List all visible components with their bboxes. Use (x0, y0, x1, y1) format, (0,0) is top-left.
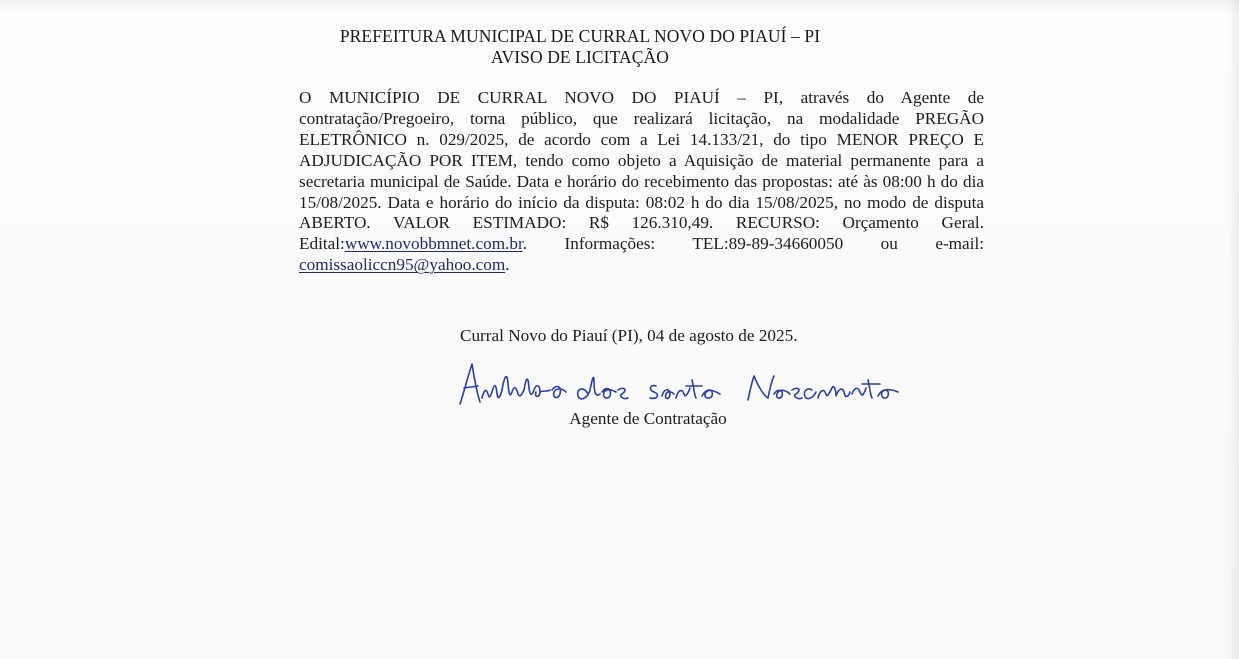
notice-text-contact: . Informações: TEL:89-89-34660050 ou e-mail: (522, 234, 984, 254)
edital-link[interactable]: www.novobbmnet.com.br (344, 234, 523, 254)
notice-text-end: . (505, 255, 510, 275)
signatory-role: Agente de Contratação (569, 409, 727, 428)
notice-text-main: O MUNICÍPIO DE CURRAL NOVO DO PIAUÍ – PI, através do Agente de contratação/Pregoeiro, torna público, que realizará licitação, na modalidade PREGÃO ELETRÔNICO n. 029/2025, de acordo com a Lei 14.133/21, do tipo MENOR PREÇO E ADJUDICAÇÃO POR ITEM, tendo como objeto a Aquisição de material permanente para a secretaria municipal de Saúde. Data e horário do recebimento das propostas: até às 08:00 h do dia 15/08/2025. Data e horário do início da disputa: 08:02 h do dia 15/08/2025, no modo de disputa ABERTO. VALOR ESTIMADO: R$ 126.310,49. RECURSO: Orçamento Geral. Edital: (299, 88, 984, 254)
place-date: Curral Novo do Piauí (PI), 04 de agosto de 2025. (460, 326, 798, 345)
handwritten-signature (452, 354, 932, 414)
email-link[interactable]: comissaoliccn95@yahoo.com (299, 255, 506, 275)
notice-title: AVISO DE LICITAÇÃO (491, 47, 669, 67)
notice-body (299, 88, 984, 276)
scan-top-shadow (0, 0, 1239, 14)
header-title: PREFEITURA MUNICIPAL DE CURRAL NOVO DO PIAUÍ – PI (339, 26, 821, 46)
scan-right-shadow (1227, 0, 1239, 659)
